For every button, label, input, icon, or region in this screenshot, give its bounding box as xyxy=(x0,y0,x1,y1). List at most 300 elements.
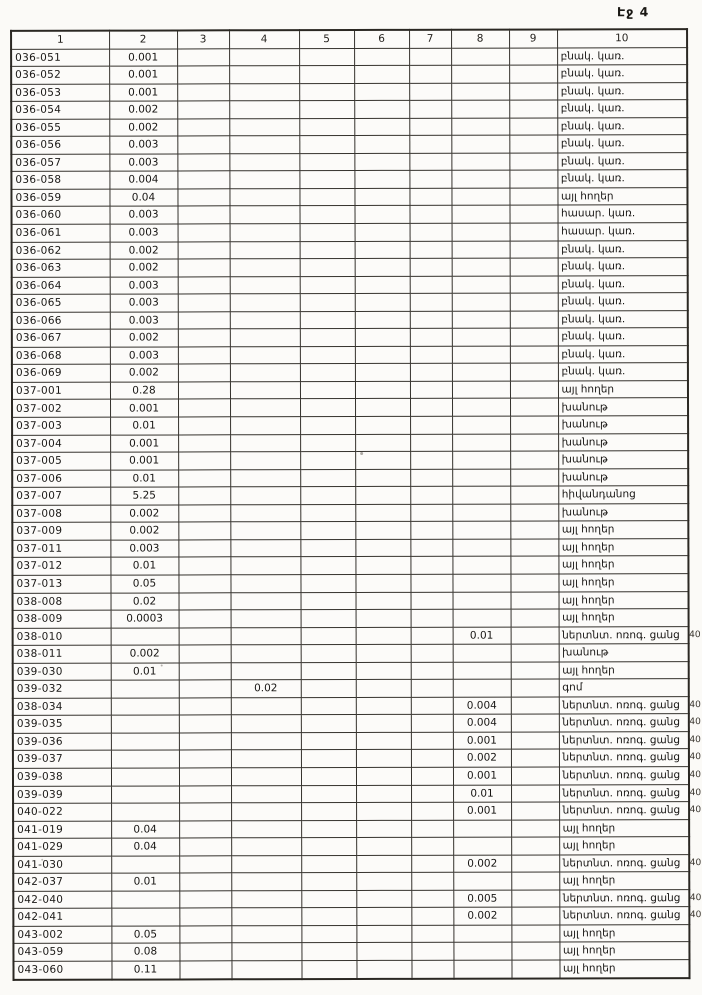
cell-value xyxy=(301,820,356,838)
cell-land-use: խանութ xyxy=(558,451,688,469)
cell-value xyxy=(355,434,410,452)
cell-land-use: բնակ. կառ. xyxy=(557,47,687,65)
cell-value xyxy=(111,698,179,716)
cell-value xyxy=(355,522,410,540)
cell-value xyxy=(111,715,179,733)
cell-parcel-code: 036-063 xyxy=(12,259,110,277)
cell-land-use: խանութ xyxy=(558,433,688,451)
cell-value xyxy=(178,347,230,365)
cell-value xyxy=(355,574,410,592)
cell-value xyxy=(301,592,356,610)
cell-value xyxy=(230,259,300,277)
margin-note: 40 xyxy=(689,787,702,798)
cell-parcel-code: 038-008 xyxy=(13,593,111,611)
table-row xyxy=(12,521,688,540)
cell-land-use: այլ հողեր xyxy=(558,574,688,592)
cell-value xyxy=(178,399,230,417)
cell-value xyxy=(179,943,231,961)
cell-value: 0.001 xyxy=(110,399,178,417)
cell-value: 0.001 xyxy=(453,802,511,820)
table-row xyxy=(13,714,689,733)
cell-value: 0.05 xyxy=(110,575,178,593)
cell-value xyxy=(231,768,301,786)
cell-value xyxy=(230,294,300,312)
cell-value xyxy=(510,574,558,592)
cell-value xyxy=(179,768,231,786)
column-header: 7 xyxy=(409,30,451,48)
cell-value: 0.002 xyxy=(109,119,177,137)
margin-note: 40 xyxy=(689,770,702,781)
cell-value xyxy=(300,417,355,435)
cell-parcel-code: 039-039 xyxy=(13,786,111,804)
cell-value xyxy=(452,521,510,539)
cell-value xyxy=(452,399,510,417)
cell-value xyxy=(409,171,451,189)
cell-value xyxy=(410,241,452,259)
cell-parcel-code: 038-010 xyxy=(13,628,111,646)
cell-land-use: բնակ. կառ. xyxy=(557,152,687,170)
cell-parcel-code: 040-022 xyxy=(13,803,111,821)
table-row xyxy=(13,679,689,698)
cell-land-use: այլ հողեր xyxy=(558,381,688,399)
margin-note: 40 xyxy=(689,734,701,745)
cell-value xyxy=(451,206,509,224)
cell-value xyxy=(510,469,558,487)
cell-value xyxy=(301,873,356,891)
cell-value xyxy=(301,803,356,821)
margin-note: 40 xyxy=(689,805,702,816)
cell-value xyxy=(300,487,355,505)
cell-value xyxy=(179,820,231,838)
cell-value xyxy=(411,662,453,680)
scan-speck xyxy=(41,859,43,861)
cell-value xyxy=(411,750,453,768)
cell-value xyxy=(111,768,179,786)
cell-land-use: խանութ xyxy=(559,644,689,662)
cell-value xyxy=(410,329,452,347)
cell-value xyxy=(299,153,354,171)
margin-note: 40 xyxy=(689,699,701,710)
cell-value xyxy=(300,539,355,557)
table-row xyxy=(12,363,688,382)
cell-value xyxy=(452,434,510,452)
cell-value xyxy=(411,872,453,890)
cell-value xyxy=(453,872,511,890)
cell-value xyxy=(356,802,411,820)
cell-parcel-code: 036-051 xyxy=(11,49,109,67)
cell-value: 0.002 xyxy=(453,907,511,925)
cell-parcel-code: 038-009 xyxy=(13,610,111,628)
cell-value xyxy=(230,469,300,487)
cell-value xyxy=(179,680,231,698)
cell-land-use: հասար. կառ. xyxy=(558,223,688,241)
cell-value xyxy=(453,943,511,961)
cell-value: 0.003 xyxy=(110,277,178,295)
cell-value xyxy=(301,750,356,768)
cell-value: 0.004 xyxy=(453,714,511,732)
table-row xyxy=(11,47,687,66)
cell-value xyxy=(179,873,231,891)
table-row xyxy=(11,188,687,207)
cell-value xyxy=(356,855,411,873)
cell-value xyxy=(229,206,299,224)
cell-value xyxy=(178,540,230,558)
cell-value xyxy=(230,346,300,364)
cell-parcel-code: 039-030 xyxy=(13,663,111,681)
cell-parcel-code: 042-037 xyxy=(13,873,111,891)
cell-value xyxy=(356,837,411,855)
cell-value xyxy=(452,293,510,311)
cell-value xyxy=(452,258,510,276)
cell-value xyxy=(451,100,509,118)
cell-parcel-code: 036-052 xyxy=(11,66,109,84)
column-header: 3 xyxy=(177,30,229,48)
cell-value xyxy=(177,206,229,224)
cell-land-use: խանութ xyxy=(558,398,688,416)
table-row xyxy=(12,574,688,593)
table-row xyxy=(13,731,689,750)
cell-value xyxy=(177,66,229,84)
cell-value xyxy=(300,241,355,259)
cell-parcel-code: 041-029 xyxy=(13,838,111,856)
cell-value xyxy=(301,785,356,803)
cell-value xyxy=(300,311,355,329)
column-header: 8 xyxy=(451,30,509,48)
cell-value xyxy=(231,697,301,715)
cell-value xyxy=(410,574,452,592)
table-row xyxy=(11,152,687,171)
cell-land-use: այլ հողեր xyxy=(559,661,689,679)
cell-value xyxy=(453,925,511,943)
cell-value xyxy=(453,679,511,697)
cell-value xyxy=(410,293,452,311)
margin-note: 40 xyxy=(689,752,701,763)
cell-value xyxy=(410,504,452,522)
table-row xyxy=(13,644,689,663)
table-row xyxy=(12,538,688,557)
cell-value xyxy=(301,960,356,978)
cell-value xyxy=(453,644,511,662)
table-row xyxy=(13,767,689,786)
cell-value xyxy=(411,855,453,873)
cell-parcel-code: 037-009 xyxy=(12,522,110,540)
table-row xyxy=(13,854,689,873)
cell-value xyxy=(111,628,179,646)
cell-value: 0.003 xyxy=(109,136,177,154)
cell-value xyxy=(356,873,411,891)
cell-parcel-code: 036-061 xyxy=(12,224,110,242)
cell-value xyxy=(355,276,410,294)
cell-value xyxy=(300,574,355,592)
cell-value xyxy=(230,487,300,505)
cell-value xyxy=(452,276,510,294)
table-row xyxy=(12,503,688,522)
cell-value xyxy=(179,733,231,751)
cell-land-use: այլ հողեր xyxy=(559,819,689,837)
table-row xyxy=(13,749,689,768)
cell-value: 0.002 xyxy=(110,364,178,382)
cell-value xyxy=(179,662,231,680)
cell-value xyxy=(179,785,231,803)
cell-value xyxy=(231,662,301,680)
cell-value xyxy=(411,697,453,715)
margin-note: 40 xyxy=(689,910,702,921)
cell-value xyxy=(179,750,231,768)
cell-value xyxy=(299,171,354,189)
cell-value xyxy=(179,715,231,733)
cell-value xyxy=(356,785,411,803)
cell-value xyxy=(178,417,230,435)
cell-value xyxy=(451,135,509,153)
cell-value: 0.003 xyxy=(110,347,178,365)
cell-value xyxy=(511,960,559,978)
cell-value: 0.002 xyxy=(110,505,178,523)
cell-land-use: խանութ xyxy=(558,416,688,434)
cell-value xyxy=(452,556,510,574)
cell-value xyxy=(453,662,511,680)
cell-parcel-code: 036-066 xyxy=(12,312,110,330)
cell-value xyxy=(301,943,356,961)
cell-value xyxy=(409,65,451,83)
cell-value xyxy=(411,837,453,855)
cell-value xyxy=(301,697,356,715)
cell-value xyxy=(411,820,453,838)
table-row xyxy=(11,100,687,119)
cell-value xyxy=(510,556,558,574)
table-row xyxy=(12,468,688,487)
cell-parcel-code: 042-040 xyxy=(13,891,111,909)
cell-value xyxy=(177,101,229,119)
cell-value xyxy=(411,609,453,627)
cell-value xyxy=(510,346,558,364)
cell-value: 0.001 xyxy=(110,452,178,470)
cell-value xyxy=(452,451,510,469)
cell-value xyxy=(409,48,451,66)
cell-land-use: այլ հողեր xyxy=(559,942,689,960)
cell-value xyxy=(177,154,229,172)
cell-value xyxy=(410,469,452,487)
cell-value: 0.001 xyxy=(109,48,177,66)
table-row xyxy=(13,924,689,943)
cell-value xyxy=(354,101,409,119)
cell-value xyxy=(356,592,411,610)
cell-value xyxy=(509,83,557,101)
cell-land-use: ներտնտ. ոռոգ. ցանց 40 xyxy=(559,907,689,925)
cell-value xyxy=(453,960,511,978)
table-row xyxy=(12,433,688,452)
cell-value xyxy=(409,136,451,154)
cell-value xyxy=(510,486,558,504)
cell-value xyxy=(178,259,230,277)
cell-parcel-code: 037-007 xyxy=(12,487,110,505)
cell-value: 0.002 xyxy=(110,242,178,260)
column-header: 9 xyxy=(509,29,557,47)
cell-value xyxy=(231,890,301,908)
table-row xyxy=(13,591,689,610)
cell-value xyxy=(409,188,451,206)
page-number-label: Էջ 4 xyxy=(616,4,650,20)
cell-parcel-code: 037-003 xyxy=(12,417,110,435)
cell-value: 0.01 xyxy=(111,663,179,681)
header-row xyxy=(11,29,687,49)
cell-land-use: այլ հողեր xyxy=(559,960,689,978)
cell-land-use: գոմ xyxy=(559,679,689,697)
cell-value xyxy=(356,943,411,961)
cell-parcel-code: 037-013 xyxy=(12,575,110,593)
cell-value: 0.001 xyxy=(109,66,177,84)
cell-parcel-code: 036-055 xyxy=(11,119,109,137)
cell-value xyxy=(178,329,230,347)
cell-value xyxy=(301,680,356,698)
cell-value xyxy=(230,417,300,435)
cell-value xyxy=(231,592,301,610)
cell-value xyxy=(231,732,301,750)
cell-value xyxy=(301,838,356,856)
cell-value xyxy=(355,329,410,347)
cell-value xyxy=(179,610,231,628)
cell-value: 0.001 xyxy=(109,84,177,102)
cell-value xyxy=(178,382,230,400)
cell-value xyxy=(452,539,510,557)
cell-land-use: ներտնտ. ոռոգ. ցանց 40 xyxy=(559,696,689,714)
cell-value xyxy=(300,522,355,540)
cell-value: 0.04 xyxy=(109,189,177,207)
cell-value xyxy=(354,206,409,224)
cell-land-use: ներտնտ. ոռոգ. ցանց 40 xyxy=(559,802,689,820)
cell-value xyxy=(511,679,559,697)
cell-value xyxy=(355,399,410,417)
cell-value xyxy=(229,171,299,189)
table-row xyxy=(12,556,688,575)
cell-value xyxy=(301,645,356,663)
cell-value xyxy=(231,803,301,821)
cell-value xyxy=(179,645,231,663)
cell-parcel-code: 036-059 xyxy=(11,189,109,207)
cell-value xyxy=(510,328,558,346)
cell-value: 0.002 xyxy=(110,522,178,540)
cell-value xyxy=(355,364,410,382)
cell-value: 0.01 xyxy=(453,785,511,803)
cell-land-use: բնակ. կառ. xyxy=(557,100,687,118)
cell-value xyxy=(410,381,452,399)
scan-speck xyxy=(360,452,363,455)
cell-value: 0.003 xyxy=(109,154,177,172)
cell-value xyxy=(356,767,411,785)
cell-value xyxy=(409,153,451,171)
cell-value xyxy=(301,855,356,873)
cell-value xyxy=(356,908,411,926)
cell-value xyxy=(452,486,510,504)
cell-value xyxy=(179,698,231,716)
cell-value xyxy=(229,48,299,66)
cell-land-use: այլ հողեր xyxy=(559,924,689,942)
cell-parcel-code: 037-008 xyxy=(12,505,110,523)
cell-value xyxy=(452,381,510,399)
cell-value: 0.01 xyxy=(110,470,178,488)
cell-value xyxy=(177,189,229,207)
cell-value xyxy=(231,610,301,628)
table-row xyxy=(12,398,688,417)
table-row xyxy=(11,65,687,84)
cell-value xyxy=(301,890,356,908)
cell-value xyxy=(355,416,410,434)
cell-value xyxy=(452,504,510,522)
cell-land-use: այլ հողեր xyxy=(559,609,689,627)
cell-value: 0.0003 xyxy=(111,610,179,628)
cell-value xyxy=(179,592,231,610)
cell-value xyxy=(301,610,356,628)
cell-value xyxy=(354,136,409,154)
cell-value: 0.005 xyxy=(453,890,511,908)
cell-value: 5.25 xyxy=(110,487,178,505)
cell-value xyxy=(356,697,411,715)
cell-land-use: ներտնտ. ոռոգ. ցանց 40 xyxy=(559,767,689,785)
cell-land-use: բնակ. կառ. xyxy=(558,275,688,293)
cell-land-use: ներտնտ. ոռոգ. ցանց 40 xyxy=(559,714,689,732)
table-row xyxy=(12,293,688,312)
cell-value xyxy=(300,469,355,487)
cell-value xyxy=(410,311,452,329)
cell-parcel-code: 043-002 xyxy=(13,926,111,944)
cell-value xyxy=(511,942,559,960)
cell-value xyxy=(509,188,557,206)
cell-value xyxy=(356,960,411,978)
cell-value xyxy=(179,891,231,909)
cell-value xyxy=(178,522,230,540)
margin-note: 40 xyxy=(689,629,701,640)
cell-value xyxy=(230,452,300,470)
cell-value xyxy=(229,118,299,136)
cell-value xyxy=(230,539,300,557)
cell-value: 0.004 xyxy=(109,171,177,189)
table-row xyxy=(13,784,689,803)
cell-value xyxy=(355,311,410,329)
cell-value: 0.001 xyxy=(453,732,511,750)
cell-land-use: բնակ. կառ. xyxy=(557,65,687,83)
cell-value xyxy=(410,399,452,417)
cell-value xyxy=(452,574,510,592)
cell-land-use: ներտնտ. ոռոգ. ցանց 40 xyxy=(559,889,689,907)
cell-land-use: հասար. կառ. xyxy=(557,205,687,223)
cell-value xyxy=(511,591,559,609)
cell-value xyxy=(409,118,451,136)
cell-value xyxy=(452,311,510,329)
cell-value: 0.01 xyxy=(453,627,511,645)
cell-value xyxy=(356,609,411,627)
cell-value xyxy=(355,469,410,487)
cell-value xyxy=(510,311,558,329)
cell-value xyxy=(356,732,411,750)
cell-land-use: ներտնտ. ոռոգ. ցանց 40 xyxy=(559,784,689,802)
cell-value xyxy=(510,381,558,399)
cell-value xyxy=(111,891,179,909)
table-row xyxy=(13,907,689,926)
cell-parcel-code: 037-004 xyxy=(12,435,110,453)
cell-value xyxy=(300,276,355,294)
cell-value xyxy=(355,557,410,575)
cell-land-use: հիվանդանոց xyxy=(558,486,688,504)
cell-value xyxy=(356,662,411,680)
cell-value: 0.002 xyxy=(111,645,179,663)
cell-value xyxy=(411,908,453,926)
cell-value xyxy=(179,627,231,645)
cell-value xyxy=(410,258,452,276)
cell-value xyxy=(509,118,557,136)
cell-value xyxy=(511,925,559,943)
cell-parcel-code: 043-060 xyxy=(13,961,111,979)
scan-speck xyxy=(161,664,163,666)
cell-value xyxy=(301,908,356,926)
